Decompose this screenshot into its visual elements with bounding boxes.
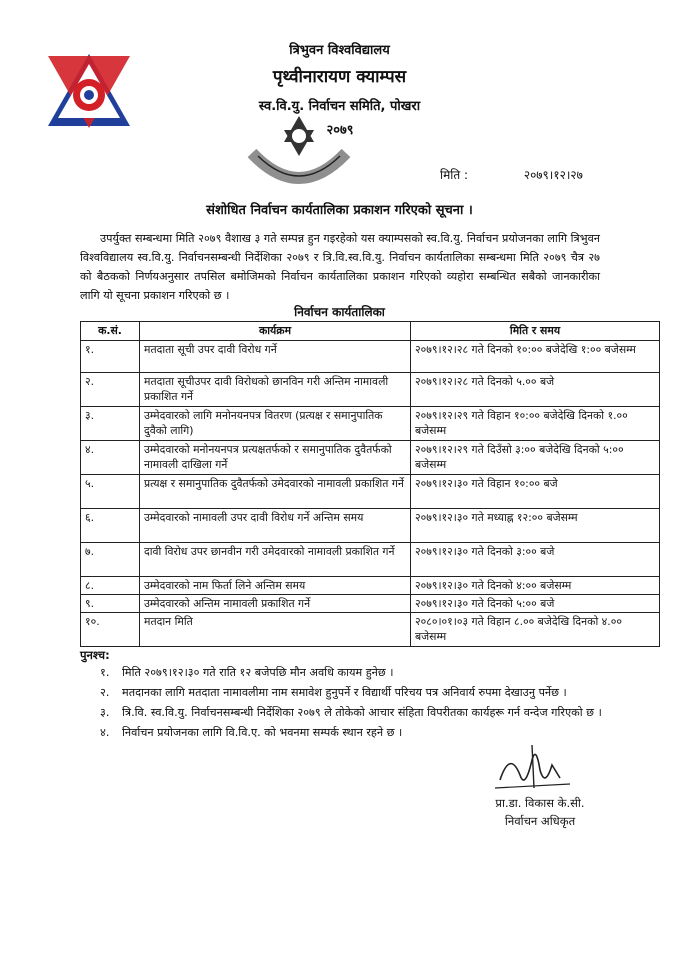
item-text: त्रि.वि. स्व.वि.यु. निर्वाचनसम्बन्धी निर्देशिका २०७९ ले तोकेको आचार संहिता विपरीतका कार्यहरू गर्न वन्देज गरिएको छ ।	[122, 706, 602, 719]
list-item	[100, 704, 620, 722]
row-datetime: २०८०।०१।०३ गते विहान ८.०० बजेदेखि दिनको ४.०० बजेसम्म	[411, 613, 660, 647]
university-name: त्रिभुवन विश्वविद्यालय	[289, 43, 390, 58]
header-datetime: मिति र समय	[411, 322, 660, 341]
committee-name: स्व.वि.यु. निर्वाचन समिति, पोखरा	[258, 99, 421, 114]
row-datetime: २०७९।१२।२९ गते दिउँसो ३:०० बजेदेखि दिनको ५:०० बजेसम्म	[411, 441, 660, 475]
row-datetime: २०७९।१२।२८ गते दिनको १०:०० बजेदेखि १:०० बजेसम्म	[411, 341, 660, 373]
notice-date	[440, 166, 583, 183]
row-datetime: २०७९।१२।३० गते दिनको ४:०० बजेसम्म	[411, 577, 660, 595]
item-text: मिति २०७९।१२।३० गते राति १२ बजेपछि मौन अवधि कायम हुनेछ ।	[122, 666, 394, 679]
header-sn: क.सं.	[81, 322, 140, 341]
date-value: २०७९।१२।२७	[523, 168, 583, 182]
table-row	[81, 613, 660, 647]
official-seal	[244, 108, 354, 198]
university-logo	[44, 50, 134, 130]
row-datetime: २०७९।१२।२८ गते दिनको ५.०० बजे	[411, 373, 660, 407]
row-sn: ३.	[81, 407, 140, 441]
table-row	[81, 407, 660, 441]
row-sn: ७.	[81, 543, 140, 577]
row-datetime: २०७९।१२।३० गते दिनको ३:०० बजे	[411, 543, 660, 577]
postscript-list	[100, 664, 620, 744]
row-sn: ५.	[81, 475, 140, 509]
row-activity: उम्मेदवारको मनोनयनपत्र प्रत्यक्षतर्फको र समानुपातिक दुवैतर्फको नामावली दाखिला गर्ने	[140, 441, 411, 475]
row-activity: मतदाता सूची उपर दावी विरोध गर्ने	[140, 341, 411, 373]
list-item	[100, 684, 620, 702]
row-datetime: २०७९।१२।२९ गते विहान १०:०० बजेदेखि दिनको १.०० बजेसम्म	[411, 407, 660, 441]
row-datetime: २०७९।१२।३० गते दिनको ५:०० बजे	[411, 595, 660, 613]
row-activity: उम्मेदवारको नाम फिर्ता लिने अन्तिम समय	[140, 577, 411, 595]
row-sn: ९.	[81, 595, 140, 613]
item-number: २.	[100, 686, 110, 699]
row-activity: उम्मेदवारको अन्तिम नामावली प्रकाशित गर्ने	[140, 595, 411, 613]
row-activity: दावी विरोध उपर छानवीन गरी उमेदवारको नामावली प्रकाशित गर्ने	[140, 543, 411, 577]
intro-paragraph: उपर्युक्त सम्बन्धमा मिति २०७९ वैशाख ३ गते सम्पन्न हुन गइरहेको यस क्याम्पसको स्व.वि.यु. निर्वाचन प्रयोजनका लागि त्रिभुवन विश्वविद्यालय स्व.वि.यु. निर्वाचनसम्बन्धी निर्देशिका २०७९ र त्रि.वि.स्व.वि.यु. निर्वाचन कार्यतालिका सम्बन्धमा मिति २०७९ चैत्र २७ को बैठकको निर्णयअनुसार तपसिल बमोजिमको निर्वाचन कार्यतालिका प्रकाशन गरिएको व्यहोरा सम्बन्धित सबैको जानकारीका लागि यो सूचना प्रकाशन गरिएको छ ।	[80, 232, 600, 302]
item-number: ३.	[100, 706, 110, 719]
row-activity: मतदान मिति	[140, 613, 411, 647]
table-row	[81, 341, 660, 373]
table-row	[81, 595, 660, 613]
row-datetime: २०७९।१२।३० गते विहान १०:०० बजे	[411, 475, 660, 509]
table-header-row	[81, 322, 660, 341]
item-text: निर्वाचन प्रयोजनका लागि वि.वि.ए. को भवनमा सम्पर्क स्थान रहने छ ।	[122, 726, 403, 739]
schedule-table	[80, 321, 660, 647]
list-item	[100, 664, 620, 682]
signatory-name: प्रा.डा. विकास के.सी.	[495, 796, 585, 810]
date-label: मिति :	[440, 168, 469, 182]
notice-title: संशोधित निर्वाचन कार्यतालिका प्रकाशन गरिएको सूचना ।	[206, 203, 473, 218]
table-row	[81, 475, 660, 509]
table-row	[81, 543, 660, 577]
signature	[490, 740, 580, 795]
item-number: ४.	[100, 726, 110, 739]
item-number: १.	[100, 666, 110, 679]
item-text: मतदानका लागि मतदाता नामावलीमा नाम समावेश हुनुपर्ने र विद्यार्थी परिचय पत्र अनिवार्य रुपमा देखाउनु पर्नेछ ।	[122, 686, 567, 699]
row-sn: ८.	[81, 577, 140, 595]
row-sn: ६.	[81, 509, 140, 543]
header-activity: कार्यक्रम	[140, 322, 411, 341]
signatory-title: निर्वाचन अधिकृत	[504, 814, 576, 828]
header-year: २०७९	[326, 123, 354, 138]
campus-name: पृथ्वीनारायण क्याम्पस	[272, 67, 407, 87]
row-sn: २.	[81, 373, 140, 407]
schedule-title: निर्वाचन कार्यतालिका	[294, 305, 385, 319]
row-sn: ४.	[81, 441, 140, 475]
table-row	[81, 577, 660, 595]
row-sn: १.	[81, 341, 140, 373]
row-datetime: २०७९।१२।३० गते मध्याह्न १२:०० बजेसम्म	[411, 509, 660, 543]
row-activity: मतदाता सूचीउपर दावी विरोधको छानविन गरी अन्तिम नामावली प्रकाशित गर्ने	[140, 373, 411, 407]
row-sn: १०.	[81, 613, 140, 647]
row-activity: उम्मेदवारको लागि मनोनयनपत्र वितरण (प्रत्यक्ष र समानुपातिक दुवैको लागि)	[140, 407, 411, 441]
table-row	[81, 441, 660, 475]
postscript-label: पुनश्च:	[80, 648, 110, 662]
row-activity: उम्मेदवारको नामावली उपर दावी विरोध गर्ने अन्तिम समय	[140, 509, 411, 543]
row-activity: प्रत्यक्ष र समानुपातिक दुवैतर्फको उमेदवारको नामावली प्रकाशित गर्ने	[140, 475, 411, 509]
table-row	[81, 373, 660, 407]
table-row	[81, 509, 660, 543]
